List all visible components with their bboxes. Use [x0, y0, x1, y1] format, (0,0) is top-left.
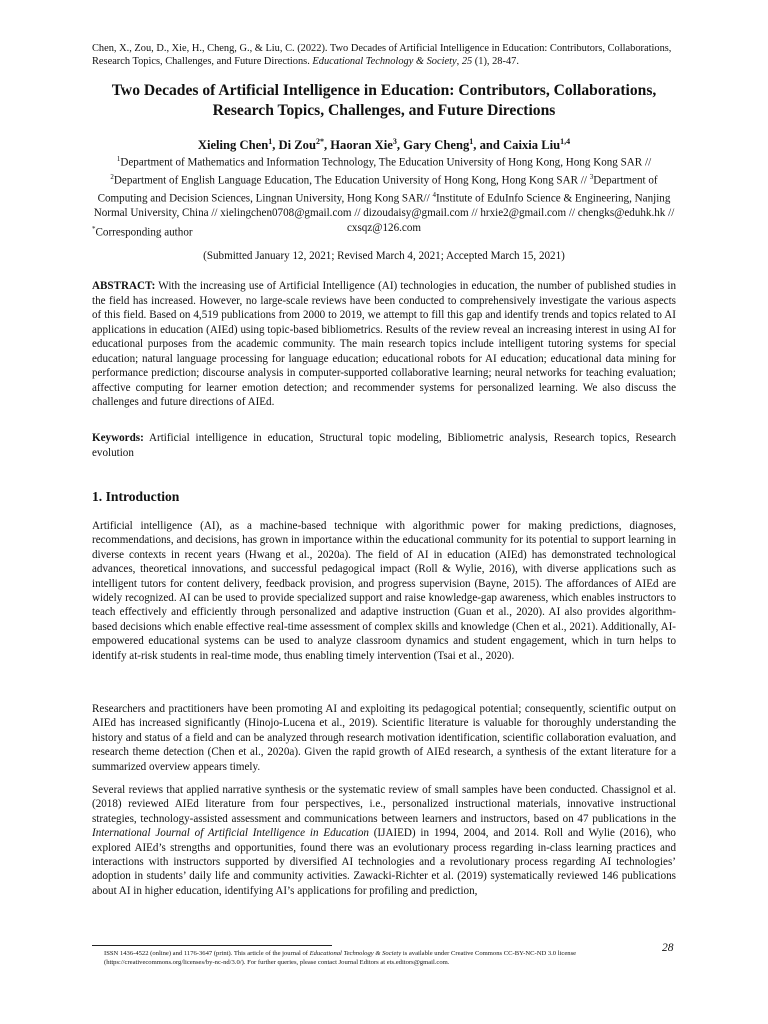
- footer-rule: [92, 945, 332, 946]
- section-heading: 1. Introduction: [92, 489, 180, 504]
- citation-journal: Educational Technology & Society: [312, 56, 457, 68]
- paragraph: Several reviews that applied narrative synthesis or the systematic review of small samples have been conducted. Chassignol et al. (2018) reviewed AIEd literature from four perspectives, i.e., personalized instructional materials, innovative instructional strategies, technology-assisted assessment and communications between learners and instructors, based on 47 publications in the International Journal of Artificial Intelligence in Education (IJAIED) in 1994, 2004, and 2014. Roll and Wylie (2016), who explored AIEd’s strengths and opportunities, found there was an evolutionary process regarding in-class learning practices and interactions with instructors supported by diversified AI technologies and a revolutionary process regarding AI technologies’ adoption in students’ daily life and community activities. Zawacki-Richter et al. (2019) systematically reviewed 146 publications about AI in higher education, identifying AI’s applications for profiling and prediction,: [92, 784, 676, 897]
- license-footer: ISSN 1436-4522 (online) and 1176-3647 (print). This article of the journal of Educational Technology & Society is available under Creative Commons CC-BY-NC-ND 3.0 license (https://creativecommons.org/licenses/by-nc-nd/3.0/). For further queries, please contact Journal Editors at ets.editors@gmail.com.: [104, 950, 577, 966]
- affiliations: $^1$Department of Mathematics and Information Technology, The Education University of Hong Kong, Hong Kong SAR // $^2$Department of English Language Education, The Education University of Hong Kong, Hong Kong SAR // $^3$Department of Computing and Decision Sciences, Lingnan University, Hong Kong SAR// $^4$Institute of EduInfo Science & Engineering, Nanjing Normal University, China // xielingchen0708@gmail.com // dizoudaisy@gmail.com // hrxie2@gmail.com // chengks@eduhk.hk // cxsqz@126.com: [93, 155, 675, 234]
- citation-volume: 25: [461, 56, 473, 68]
- submission-dates: (Submitted January 12, 2021; Revised March 4, 2021; Accepted March 15, 2021): [203, 250, 565, 262]
- author-list: Xieling Chen$^1$, Di Zou$^{2*}$, Haoran Xie$^3$, Gary Cheng$^1$, and Caixia Liu$^{1,4}$: [197, 137, 571, 153]
- keywords-text: Artificial intelligence in education, Structural topic modeling, Bibliometric analysis, Research topics, Research evolution: [92, 432, 676, 459]
- abstract-text: With the increasing use of Artificial Intelligence (AI) technologies in education, the number of published studies in the field has increased. However, no large-scale reviews have been conducted to comprehensively investigate the various aspects of this field. Based on 4,519 publications from 2000 to 2019, we attempt to fill this gap and identify trends and topics related to AI applications in education (AIEd) using topic-based bibliometrics. Results of the review reveal an increasing interest in using AI for educational purposes from the academic community. The main research topics include intelligent tutoring systems for special education; natural language processing for language education; educational robots for AI education; educational data mining for performance prediction; discourse analysis in computer-supported collaborative learning; neural networks for teaching evaluation; affective computing for learner emotion detection; and recommender systems for personalized learning. We also discuss the challenges and future directions of AIEd.: [92, 280, 676, 408]
- author-name: Di Zou: [278, 138, 316, 153]
- citation-header: Chen, X., Zou, D., Xie, H., Cheng, G., & Liu, C. (2022). Two Decades of Artificial Intelligence in Education: Contributors, Collaborations, Research Topics, Challenges, and Future Directions. Educational Technology & Society, 25 (1), 28-47.: [92, 43, 672, 68]
- author-name: Xieling Chen: [197, 138, 269, 153]
- author-name: Caixia Liu: [503, 138, 561, 153]
- abstract: [92, 279, 676, 410]
- corresponding-author-note: *Corresponding author: [92, 225, 193, 239]
- keywords-label: Keywords:: [92, 432, 144, 444]
- journal-name: International Journal of Artificial Intelligence in Education: [92, 827, 369, 840]
- paragraph: Artificial intelligence (AI), as a machine-based technique with algorithmic power for making predictions, diagnoses, recommendations, and decisions, has grown in importance within the educational community for its potential to support learning in diverse contexts in recent years (Hwang et al., 2020a). The field of AI in education (AIEd) has demonstrated technological advances, theoretical innovations, and successful pedagogical impact (Roll & Wylie, 2016), with diverse applications such as intelligent tutors for content delivery, feedback provision, and progress supervision (Bayne, 2015). The affordances of AIEd are widely recognized. AI can be used to provide specialized support and raise knowledge-gap awareness, which enables instructors to teach effectively and efficiently through personalized and adaptive instruction (Guan et al., 2020). AI also provides algorithm-based decisions which enable effective real-time assessment of complex skills and knowledge (Chen et al., 2021). Additionally, AI-empowered educational systems can be used to analyze classroom dynamics and student engagement, which in turn helps to identify at-risk students in real-time mode, thus enabling timely intervention (Tsai et al., 2020).: [92, 520, 676, 662]
- keywords: [92, 431, 676, 460]
- paragraph: Researchers and practitioners have been promoting AI and exploiting its pedagogical potential; consequently, scientific output on AIEd has increased significantly (Hinojo-Lucena et al., 2019). Scientific literature is valuable for thoroughly understanding the history and status of a field and can be analyzed through research motivation identification, scientific collaboration evaluation, and research theme detection (Chen et al., 2020a). Given the rapid growth of AIEd research, a synthesis of the extant literature for a summarized overview appears timely.: [92, 703, 676, 773]
- author-name: Haoran Xie: [330, 138, 393, 153]
- paper-title: Two Decades of Artificial Intelligence in Education: Contributors, Collaborations, Research Topics, Challenges, and Future Directions: [111, 82, 657, 119]
- page-number: 28: [662, 942, 674, 954]
- abstract-label: ABSTRACT:: [92, 280, 156, 292]
- author-name: Gary Cheng: [403, 138, 470, 153]
